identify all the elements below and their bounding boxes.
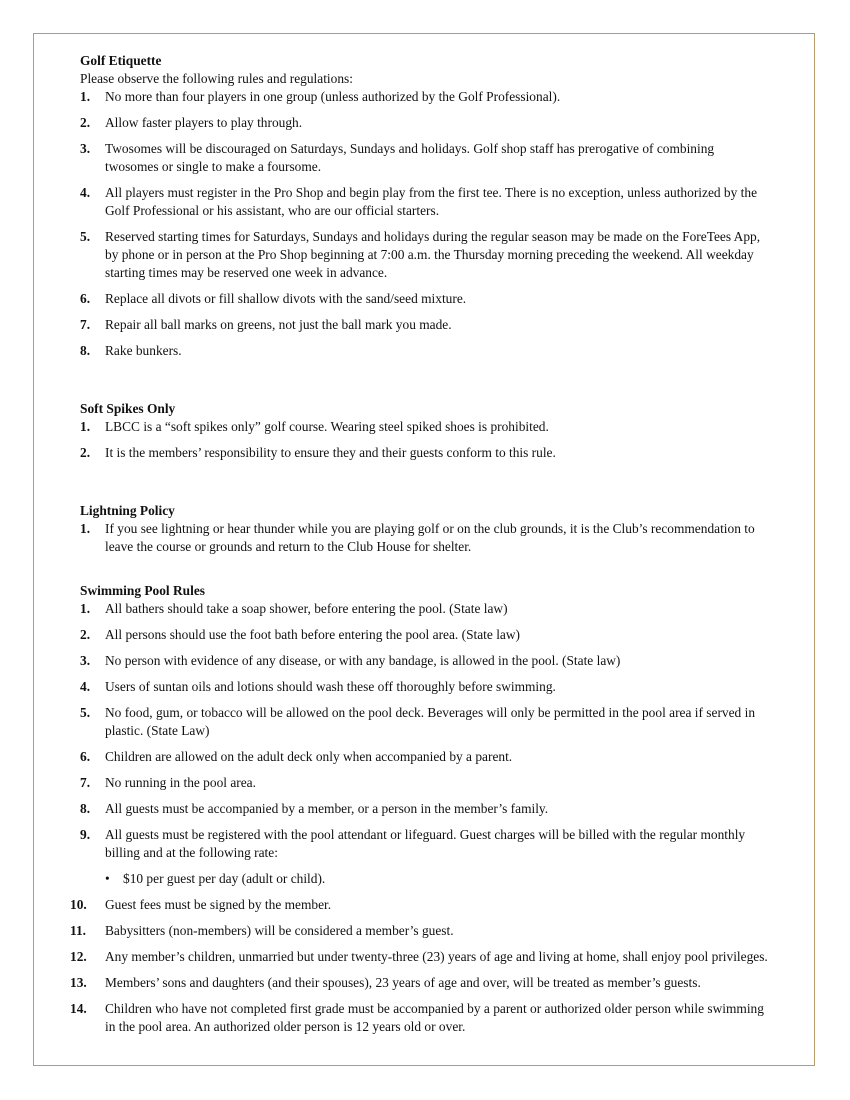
- section-intro: Please observe the following rules and regulations:: [80, 71, 353, 86]
- item-text: Children who have not completed first grade must be accompanied by a parent or authorized older person while swimming in the pool area. An authorized older person is 12 years old or over.: [105, 1001, 764, 1034]
- item-text: All players must register in the Pro Shop and begin play from the first tee. There is no exception, unless authorized by the Golf Professional or his assistant, who are our official starters.: [105, 185, 758, 218]
- list-item: [70, 1000, 770, 1036]
- item-text: Babysitters (non-members) will be considered a member’s guest.: [105, 923, 454, 938]
- section-heading: Soft Spikes Only: [80, 401, 176, 416]
- list-item: [80, 184, 770, 220]
- item-text: Allow faster players to play through.: [105, 115, 303, 130]
- list-item: [80, 748, 770, 766]
- item-text: Rake bunkers.: [105, 343, 182, 358]
- list-item: [80, 140, 770, 176]
- spacer: [80, 368, 770, 400]
- list-item: [70, 896, 770, 914]
- section-heading: Lightning Policy: [80, 503, 175, 518]
- item-number: 5.: [80, 229, 91, 244]
- list-item: [70, 948, 770, 966]
- list-item: [70, 922, 770, 940]
- item-number: 5.: [80, 705, 91, 720]
- item-number: 8.: [80, 801, 91, 816]
- item-text: It is the members’ responsibility to ensure they and their guests conform to this rule.: [105, 445, 556, 460]
- section-swimming-pool-rules: [70, 582, 770, 1036]
- item-text: No food, gum, or tobacco will be allowed on the pool deck. Beverages will only be permitted in the pool area if served in plastic. (State Law): [105, 705, 756, 738]
- item-text: Children are allowed on the adult deck only when accompanied by a parent.: [105, 749, 513, 764]
- item-number: 1.: [80, 89, 91, 104]
- item-number: 7.: [80, 317, 91, 332]
- item-text: All bathers should take a soap shower, before entering the pool. (State law): [105, 601, 508, 616]
- list-item: [80, 704, 770, 740]
- list-item: [80, 114, 770, 132]
- item-text: No more than four players in one group (unless authorized by the Golf Professional).: [105, 89, 561, 104]
- list-item: [80, 418, 770, 436]
- item-number: 7.: [80, 775, 91, 790]
- item-text: All guests must be accompanied by a member, or a person in the member’s family.: [105, 801, 549, 816]
- item-number: 11.: [70, 923, 86, 938]
- list-item: [80, 316, 770, 334]
- bullet-text: $10 per guest per day (adult or child).: [123, 871, 326, 886]
- item-number: 2.: [80, 115, 91, 130]
- item-number: 10.: [70, 897, 87, 912]
- list-item: [80, 520, 770, 556]
- item-number: 14.: [70, 1001, 87, 1016]
- rules-list: [80, 418, 770, 462]
- rules-list: [80, 88, 770, 360]
- item-text: Twosomes will be discouraged on Saturdays, Sundays and holidays. Golf shop staff has prerogative of combining twosomes or single to make a foursome.: [105, 141, 715, 174]
- bullet-item: [105, 870, 770, 888]
- list-item: [80, 600, 770, 618]
- item-text: Repair all ball marks on greens, not just the ball mark you made.: [105, 317, 452, 332]
- item-number: 13.: [70, 975, 87, 990]
- rules-list: [80, 520, 770, 556]
- item-number: 1.: [80, 601, 91, 616]
- item-text: All persons should use the foot bath before entering the pool area. (State law): [105, 627, 520, 642]
- item-text: If you see lightning or hear thunder while you are playing golf or on the club grounds, it is the Club’s recommendation to leave the course or grounds and return to the Club House for shelter.: [105, 521, 755, 554]
- list-item: [80, 678, 770, 696]
- section-soft-spikes: [80, 400, 770, 462]
- spacer: [80, 470, 770, 502]
- item-number: 6.: [80, 749, 91, 764]
- list-item: [80, 652, 770, 670]
- list-item: [80, 88, 770, 106]
- item-text: No person with evidence of any disease, or with any bandage, is allowed in the pool. (State law): [105, 653, 621, 668]
- item-number: 4.: [80, 679, 91, 694]
- document-body: [70, 52, 770, 1044]
- item-text: LBCC is a “soft spikes only” golf course. Wearing steel spiked shoes is prohibited.: [105, 419, 549, 434]
- list-item: [70, 974, 770, 992]
- item-number: 3.: [80, 141, 91, 156]
- rules-list: [70, 600, 770, 1036]
- item-number: 3.: [80, 653, 91, 668]
- item-text: Members’ sons and daughters (and their spouses), 23 years of age and over, will be treated as member’s guests.: [105, 975, 701, 990]
- section-heading: Golf Etiquette: [80, 53, 162, 68]
- section-lightning-policy: [80, 502, 770, 556]
- list-item: [80, 444, 770, 462]
- list-item: [80, 342, 770, 360]
- list-item: [80, 228, 770, 282]
- item-number: 9.: [80, 827, 91, 842]
- section-golf-etiquette: [80, 52, 770, 360]
- item-number: 12.: [70, 949, 87, 964]
- item-text: Replace all divots or fill shallow divots with the sand/seed mixture.: [105, 291, 467, 306]
- list-item: [80, 774, 770, 792]
- item-text: Any member’s children, unmarried but under twenty-three (23) years of age and living at home, shall enjoy pool privileges.: [105, 949, 768, 964]
- list-item: [80, 826, 770, 862]
- item-number: 1.: [80, 521, 91, 536]
- item-text: No running in the pool area.: [105, 775, 256, 790]
- list-item: [80, 290, 770, 308]
- section-heading: Swimming Pool Rules: [80, 583, 205, 598]
- list-item: [80, 626, 770, 644]
- item-number: 1.: [80, 419, 91, 434]
- item-text: Guest fees must be signed by the member.: [105, 897, 332, 912]
- item-text: Users of suntan oils and lotions should wash these off thoroughly before swimming.: [105, 679, 556, 694]
- item-number: 4.: [80, 185, 91, 200]
- item-text: Reserved starting times for Saturdays, Sundays and holidays during the regular season may be made on the ForeTees App, by phone or in person at the Pro Shop beginning at 7:00 a.m. the Thursday morning preceding the weekend. All weekday starting times may be reserved one week in advance.: [105, 229, 761, 280]
- item-number: 8.: [80, 343, 91, 358]
- spacer: [80, 564, 770, 582]
- item-text: All guests must be registered with the pool attendant or lifeguard. Guest charges will be billed with the regular monthly billing and at the following rate:: [105, 827, 746, 860]
- list-item: [80, 800, 770, 818]
- item-number: 6.: [80, 291, 91, 306]
- item-number: 2.: [80, 445, 91, 460]
- item-number: 2.: [80, 627, 91, 642]
- bullet-symbol: •: [105, 871, 110, 886]
